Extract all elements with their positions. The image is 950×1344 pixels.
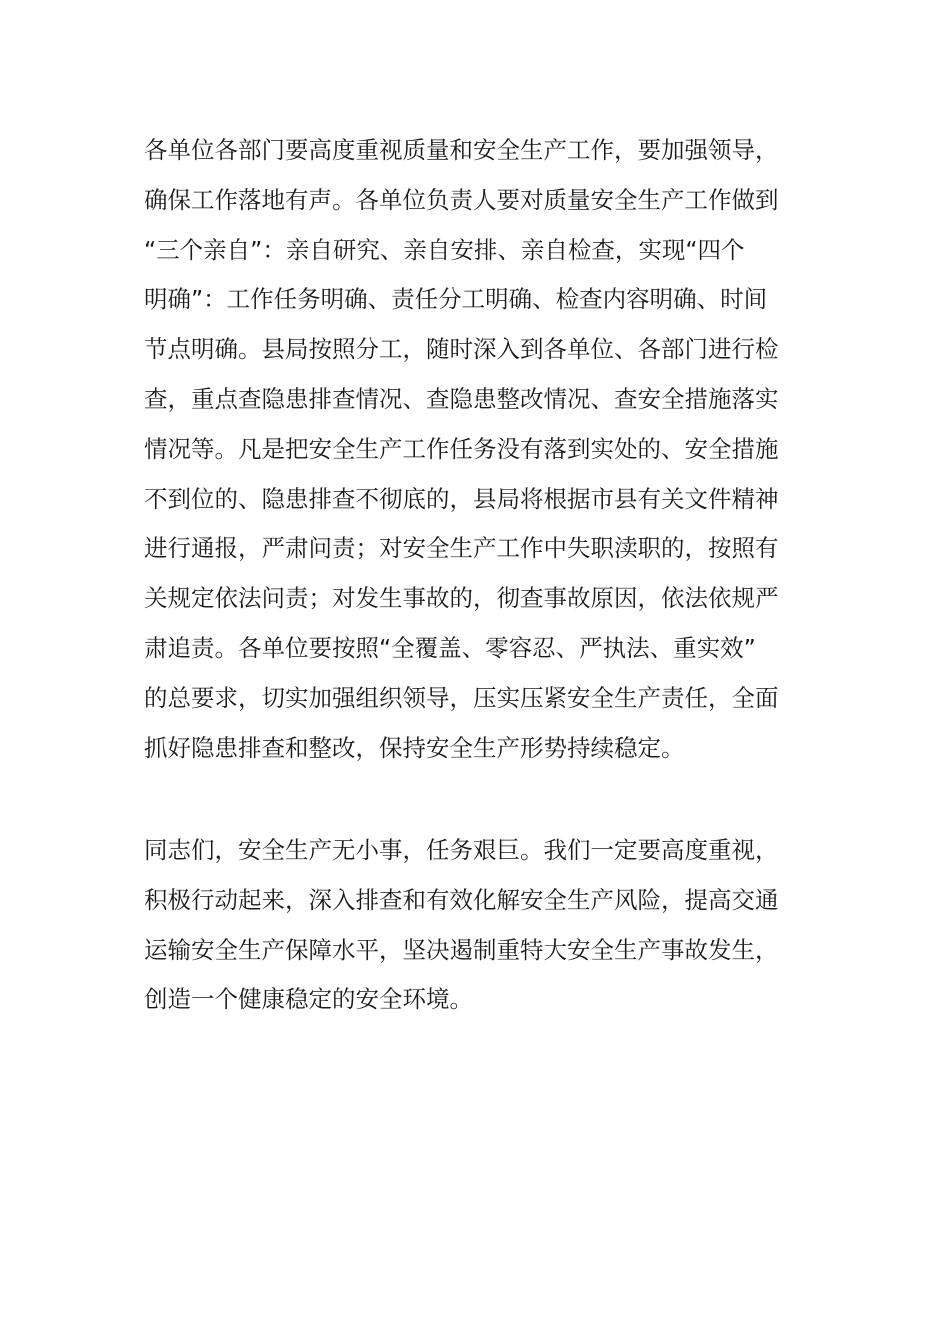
text-line: 节点明确。县局按照分工，随时深入到各单位、各部门进行检: [144, 335, 779, 364]
text-line: 明确”：工作任务明确、责任分工明确、检查内容明确、时间: [144, 285, 768, 314]
closing-paragraph: [144, 826, 779, 1025]
text-line: 各单位各部门要高度重视质量和安全生产工作，要加强领导，: [144, 136, 779, 164]
text-line: 关规定依法问责；对发生事故的，彻查事故原因，依法依规严: [144, 584, 779, 613]
text-line: 查，重点查隐患排查情况、查隐患整改情况、查安全措施落实: [144, 384, 779, 413]
text-line: 同志们，安全生产无小事，任务艰巨。我们一定要高度重视，: [144, 836, 779, 864]
text-line: 抓好隐患排查和整改，保持安全生产形势持续稳定。: [144, 733, 685, 762]
text-line: 不到位的、隐患排查不彻底的，县局将根据市县有关文件精神: [144, 484, 779, 513]
text-line: 肃追责。各单位要按照“全覆盖、零容忍、严执法、重实效”: [144, 633, 756, 662]
text-line: 确保工作落地有声。各单位负责人要对质量安全生产工作做到: [144, 185, 779, 214]
text-line: 的总要求，切实加强组织领导，压实压紧安全生产责任，全面: [144, 683, 779, 712]
text-line: 情况等。凡是把安全生产工作任务没有落到实处的、安全措施: [144, 434, 779, 463]
text-line: 运输安全生产保障水平，坚决遏制重特大安全生产事故发生，: [144, 935, 779, 964]
body-paragraph: [144, 126, 779, 773]
text-line: 积极行动起来，深入排查和有效化解安全生产风险，提高交通: [144, 885, 779, 914]
text-line: 进行通报，严肃问责；对安全生产工作中失职渎职的，按照有: [144, 534, 779, 563]
text-line: 创造一个健康稳定的安全环境。: [144, 985, 473, 1014]
text-line: “三个亲自”：亲自研究、亲自安排、亲自检查，实现“四个: [144, 235, 745, 264]
